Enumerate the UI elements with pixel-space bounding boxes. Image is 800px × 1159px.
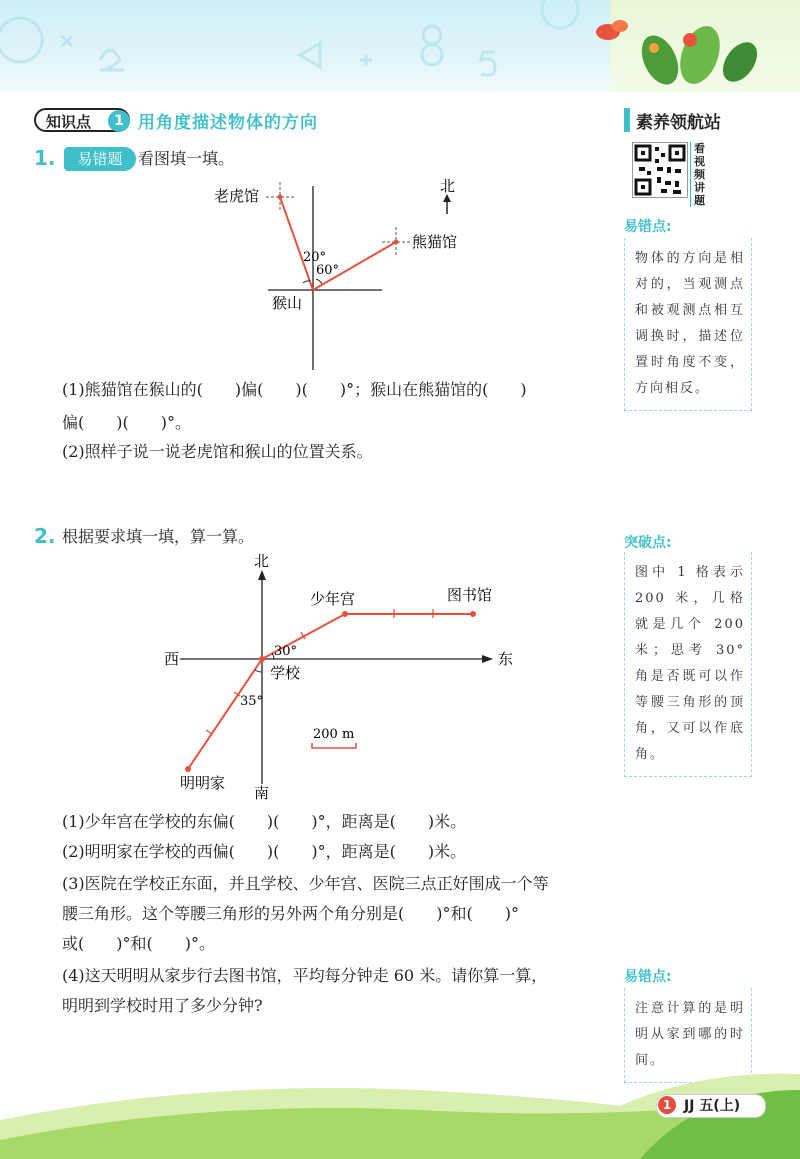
ray-to-tiger xyxy=(280,197,313,290)
angle-arc-35 xyxy=(255,670,262,672)
question-1-prompt: 看图填一填。 xyxy=(138,149,235,168)
angle-35-label: 35° xyxy=(240,694,264,709)
question-2-line-7: 明明到学校时用了多少分钟? xyxy=(62,996,263,1015)
question-1-line-3: (2)照样子说一说老虎馆和猴山的位置关系。 xyxy=(62,442,373,461)
home-label: 明明家 xyxy=(180,774,226,792)
question-2-line-4: 腰三角形。这个等腰三角形的另外两个角分别是( )°和( )° xyxy=(62,904,519,923)
panda-label: 熊猫馆 xyxy=(412,233,458,251)
question-2-line-3: (3)医院在学校正东面，并且学校、少年宫、医院三点正好围成一个等 xyxy=(62,874,549,893)
scale-label: 200 m xyxy=(313,727,355,742)
north-arrow-icon xyxy=(443,194,451,202)
question-2-line-6: (4)这天明明从家步行去图书馆，平均每分钟走 60 米。请你算一算， xyxy=(62,966,548,985)
zoo-direction-diagram xyxy=(200,172,480,377)
question-1-line-2: 偏( )( )°。 xyxy=(62,413,191,432)
knowledge-point-title: 用角度描述物体的方向 xyxy=(138,113,318,133)
tick xyxy=(206,730,212,734)
angle-60-label: 60° xyxy=(316,263,340,278)
scale-bar xyxy=(312,743,356,748)
school-point xyxy=(259,656,265,662)
angle-arc-20 xyxy=(303,281,310,283)
angle-arc-60 xyxy=(316,279,322,284)
butterfly-icon xyxy=(596,20,628,40)
palace-label: 少年宫 xyxy=(310,590,356,608)
route-school-home xyxy=(188,659,262,769)
school-label: 学校 xyxy=(270,664,301,682)
question-2-line-5: 或( )°和( )°。 xyxy=(62,934,215,953)
tip-2-text: 图中 1 格表示 200 米，几格就是几个 200 米；思考 30°角是否既可以作等腰三角形的顶角，又可以作底角。 xyxy=(624,552,752,777)
north-arrow-icon xyxy=(258,570,266,580)
question-2-prompt: 根据要求填一填，算一算。 xyxy=(62,527,255,546)
top-decoration xyxy=(0,0,800,92)
leaves-icon xyxy=(635,21,765,91)
question-2-line-2: (2)明明家在学校的西偏( )( )°，距离是( )米。 xyxy=(62,842,467,861)
knowledge-point-tag: 知识点 xyxy=(34,108,130,132)
palace-point xyxy=(342,611,348,617)
tip-3-label: 易错点: xyxy=(624,969,672,985)
sidebar-title: 素养领航站 xyxy=(636,113,721,133)
qr-code-icon[interactable] xyxy=(632,142,688,198)
tip-2-label: 突破点: xyxy=(624,535,672,551)
angle-30-label: 30° xyxy=(274,644,298,659)
qr-label: 看视频讲题 xyxy=(690,142,714,207)
panda-point xyxy=(394,240,399,245)
question-1-line-1: (1)熊猫馆在猴山的( )偏( )( )°；猴山在熊猫馆的( ) xyxy=(62,380,527,399)
tip-3-text: 注意计算的是明明从家到哪的时间。 xyxy=(624,988,752,1083)
north-label: 北 xyxy=(440,177,456,195)
knowledge-point-number: 1 xyxy=(108,110,130,132)
question-2-line-1: (1)少年宫在学校的东偏( )( )°，距离是( )米。 xyxy=(62,812,467,831)
north-label: 北 xyxy=(254,552,270,570)
school-map-diagram xyxy=(150,552,530,802)
library-label: 图书馆 xyxy=(447,586,493,604)
sidebar-title-bar xyxy=(624,108,630,132)
tiger-label: 老虎馆 xyxy=(214,187,260,205)
home-point xyxy=(185,766,191,772)
tip-1-text: 物体的方向是相对的，当观测点和被观测点相互调换时，描述位置时角度不变，方向相反。 xyxy=(624,238,752,411)
library-point xyxy=(470,611,476,617)
tip-1-label: 易错点: xyxy=(624,219,672,235)
monkey-label: 猴山 xyxy=(272,294,303,312)
east-arrow-icon xyxy=(482,655,493,663)
angle-20-label: 20° xyxy=(303,250,327,265)
page-number: 1 xyxy=(658,1096,676,1114)
west-label: 西 xyxy=(164,650,180,668)
book-code: JJ 五(上) xyxy=(684,1098,741,1114)
error-prone-tag: 易错题 xyxy=(64,147,136,171)
question-1-number: 1. xyxy=(34,146,56,170)
east-label: 东 xyxy=(498,650,514,668)
tiger-point xyxy=(278,195,283,200)
south-label: 南 xyxy=(254,784,270,802)
question-2-number: 2. xyxy=(34,524,56,548)
